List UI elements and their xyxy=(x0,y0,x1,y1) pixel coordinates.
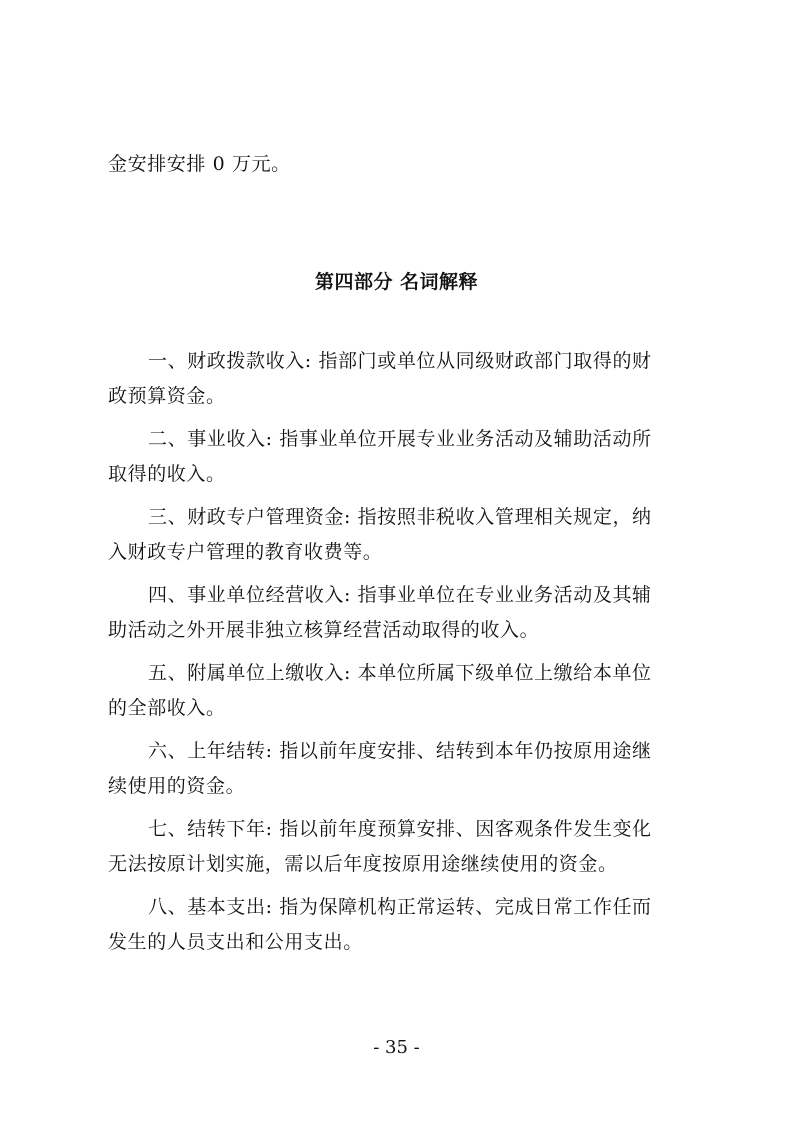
definition-6-line-2: 续使用的资金。 xyxy=(108,775,246,797)
definition-5-line-2: 的全部收入。 xyxy=(108,697,226,719)
definition-2-line-1: 二、事业收入: 指事业单位开展专业业务活动及辅助活动所 xyxy=(148,428,652,450)
definition-3-line-1: 三、财政专户管理资金: 指按照非税收入管理相关规定，纳 xyxy=(148,506,652,528)
page-number: - 35 - xyxy=(373,1037,420,1058)
definition-4-line-1: 四、事业单位经营收入: 指事业单位在专业业务活动及其辅 xyxy=(148,584,652,606)
definition-5-line-1: 五、附属单位上缴收入: 本单位所属下级单位上缴给本单位 xyxy=(148,662,652,684)
definition-3-line-2: 入财政专户管理的教育收费等。 xyxy=(108,541,383,563)
definition-1-line-1: 一、财政拨款收入: 指部门或单位从同级财政部门取得的财 xyxy=(148,350,652,372)
definition-8-line-1: 八、基本支出: 指为保障机构正常运转、完成日常工作任而 xyxy=(148,896,652,918)
definition-2-line-2: 取得的收入。 xyxy=(108,463,226,485)
definition-1-line-2: 政预算资金。 xyxy=(108,385,226,407)
definition-7-line-2: 无法按原计划实施，需以后年度按原用途继续使用的资金。 xyxy=(108,853,618,875)
continuation-text: 金安排安排 0 万元。 xyxy=(108,153,291,175)
definition-8-line-2: 发生的人员支出和公用支出。 xyxy=(108,931,363,953)
definition-6-line-1: 六、上年结转: 指以前年度安排、结转到本年仍按原用途继 xyxy=(148,740,652,762)
section-heading: 第四部分 名词解释 xyxy=(314,271,479,293)
definition-4-line-2: 助活动之外开展非独立核算经营活动取得的收入。 xyxy=(108,619,540,641)
definition-7-line-1: 七、结转下年: 指以前年度预算安排、因客观条件发生变化 xyxy=(148,818,652,840)
